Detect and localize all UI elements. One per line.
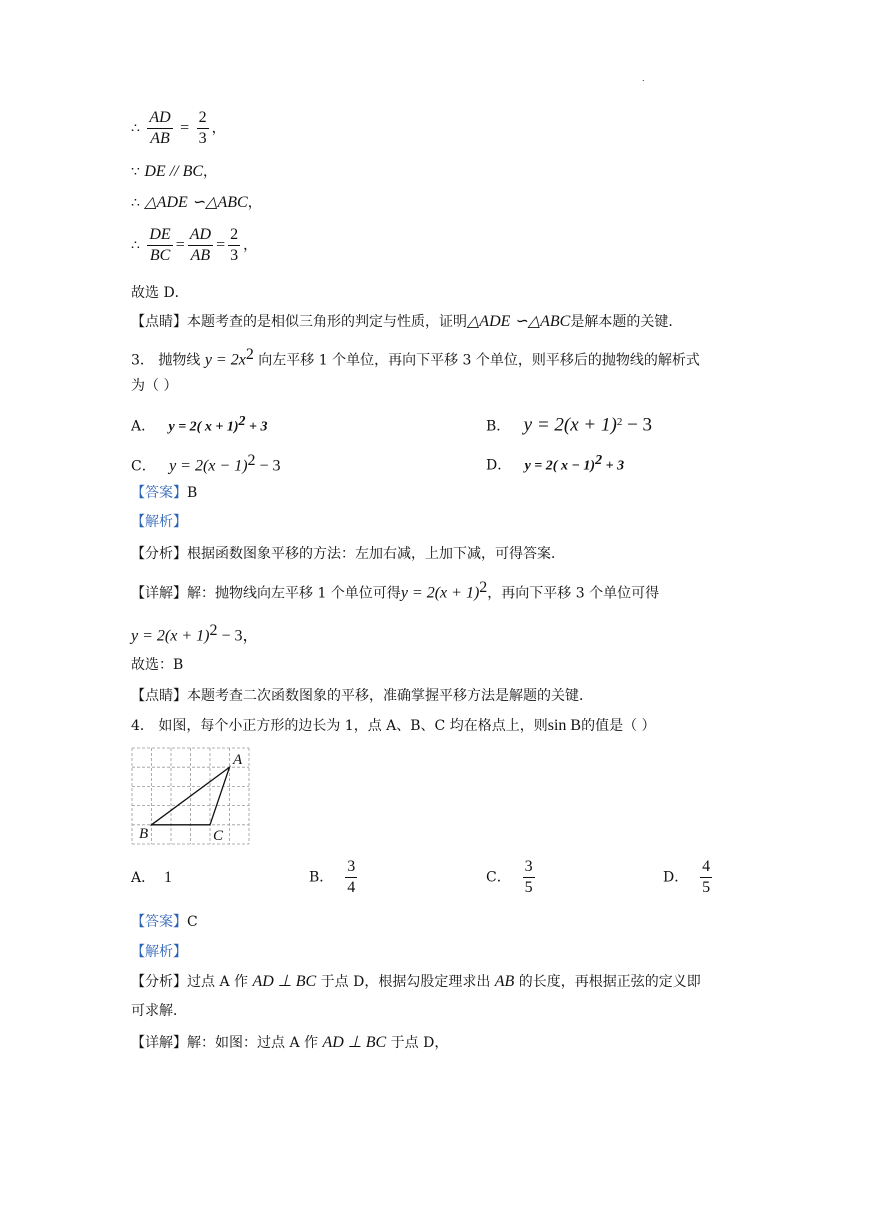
fraction-denominator: AB: [190, 247, 211, 264]
math-de-parallel-bc: DE // BC: [144, 163, 204, 180]
fraction-numerator: DE: [147, 225, 172, 246]
q3-option-a[interactable]: A． y = 2( x + 1)$^2$ + 3: [131, 414, 268, 435]
line-ratio-de-bc: [131, 225, 257, 266]
because-symbol: ∵: [131, 164, 140, 180]
equals-sign: =: [175, 236, 185, 254]
comma: ，: [243, 237, 258, 254]
fraction-denominator: 3: [198, 130, 207, 147]
q4-answer: 【答案】C: [131, 914, 198, 930]
line-ratio-ad-ab: [131, 108, 226, 149]
fraction-numerator: 2: [228, 225, 240, 246]
line-de-parallel-bc: [131, 162, 217, 182]
equals-sign: =: [180, 119, 190, 137]
therefore-symbol: ∴: [131, 120, 140, 137]
fraction-numerator: AD: [147, 108, 172, 129]
point-label-b: B: [139, 826, 149, 842]
comma: ，: [247, 195, 262, 211]
page-dot: .: [642, 74, 645, 83]
grid-figure: [128, 745, 253, 847]
q4-option-d[interactable]: D． $\frac{4}{5}$: [663, 858, 711, 896]
q3-dianjing: 【点睛】本题考查二次函数图象的平移，准确掌握平移方法是解题的关键．: [131, 688, 593, 704]
answer-tag: 【答案】: [131, 485, 187, 501]
q4-fenxi: 【分析】过点 A 作 AD ⊥ BC 于点 D，根据勾股定理求出 AB 的长度，再根据正弦的定义即: [131, 973, 701, 990]
q3-analysis-tag: 【解析】: [131, 514, 187, 530]
fraction-ad-ab: [147, 108, 172, 149]
equals-sign: =: [216, 236, 226, 254]
q3-option-b[interactable]: B． $y = 2(x + 1)^2 - 3$: [486, 414, 653, 436]
dianjing-q2: 【点睛】本题考查的是相似三角形的判定与性质，证明△ADE ∽△ABC是解本题的关键．: [131, 313, 683, 330]
q3-answer: 【答案】B: [131, 485, 198, 501]
answer-tag: 【答案】: [131, 914, 187, 930]
fraction-denominator: BC: [149, 247, 171, 264]
comma: ，: [211, 120, 226, 137]
fraction-numerator: AD: [188, 225, 213, 246]
q3-option-c[interactable]: C． $y = 2(x - 1)^2 - 3$: [131, 452, 281, 475]
q3-fenxi: 【分析】根据函数图象平移的方法：左加右减，上加下减，可得答案．: [131, 546, 565, 562]
q4-xiangjie: 【详解】解：如图：过点 A 作 AD ⊥ BC 于点 D，: [131, 1034, 449, 1051]
fraction-de-bc: [147, 225, 172, 266]
q4-option-b[interactable]: B． $\frac{3}{4}$: [309, 858, 356, 896]
therefore-symbol: ∴: [131, 195, 140, 211]
q4-option-a[interactable]: A． 1: [131, 869, 173, 886]
q3-result: $y = 2(x + 1)^2 - 3$，: [131, 622, 259, 645]
q3-xiangjie: 【详解】解：抛物线向左平移 1 个单位可得$y = 2(x + 1)^2$，再向下平移 3 个单位可得: [131, 579, 660, 602]
math-similar-triangles: △ADE ∽△ABC: [467, 313, 571, 330]
point-label-c: C: [213, 828, 224, 844]
q4-stem: 4． 如图，每个小正方形的边长为 1，点 A、B、C 均在格点上，则sin B的值是（ ）: [131, 717, 656, 734]
fraction-two-thirds: [197, 108, 209, 149]
q3-stem-cont: 为（ ）: [131, 378, 178, 394]
line-similar-triangles: [131, 193, 262, 213]
q4-analysis-tag: 【解析】: [131, 944, 187, 960]
comma: ，: [203, 164, 218, 180]
fraction-numerator: 2: [197, 108, 209, 129]
fraction-ad-ab: [188, 225, 213, 266]
point-label-a: A: [233, 752, 243, 768]
q4-fenxi-cont: 可求解．: [131, 1003, 187, 1019]
q3-stem: 3． 抛物线 $y = 2x^2$ 向左平移 1 个单位，再向下平移 3 个单位，则平移后的抛物线的解析式: [131, 346, 700, 369]
math-similar-triangles: △ADE ∽△ABC: [144, 194, 248, 211]
math-sin-b: sin B: [547, 717, 582, 734]
q3-option-d[interactable]: D． y = 2( x − 1)$^2$ + 3: [486, 453, 625, 474]
fraction-two-thirds: [228, 225, 240, 266]
fraction-denominator: 3: [230, 247, 239, 264]
choose-d: 故选 D．: [131, 285, 189, 301]
therefore-symbol: ∴: [131, 237, 140, 254]
q3-choose: 故选：B: [131, 657, 184, 673]
math-y-2x2: y = 2x: [204, 351, 246, 369]
fraction-denominator: AB: [150, 130, 170, 147]
q4-option-c[interactable]: C． $\frac{3}{5}$: [486, 858, 533, 896]
